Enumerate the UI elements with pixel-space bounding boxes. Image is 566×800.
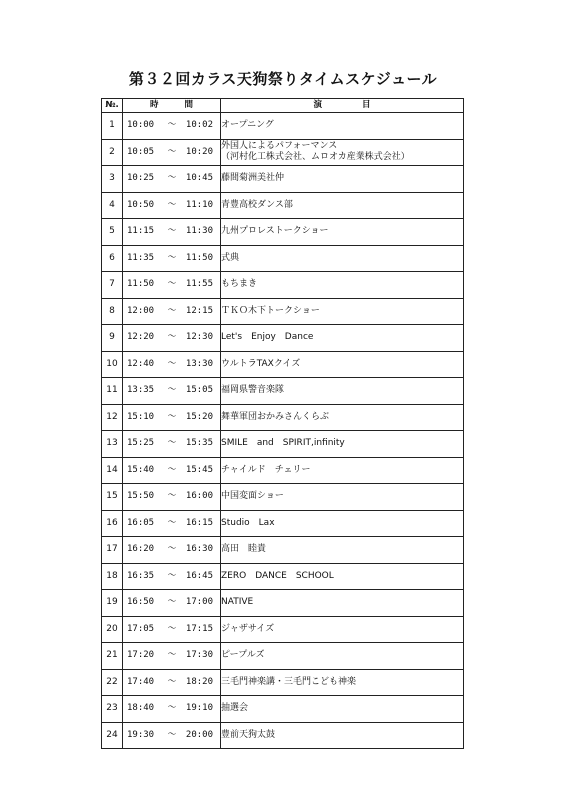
schedule-table <box>101 98 464 749</box>
program-cell <box>221 643 464 670</box>
program-cell <box>221 563 464 590</box>
start-time: 15:40 <box>127 464 155 475</box>
time-cell <box>123 378 221 405</box>
end-time: 19:10 <box>185 703 213 714</box>
time-separator: ～ <box>167 623 177 634</box>
row-number: 6 <box>102 245 123 272</box>
row-number: 23 <box>102 696 123 723</box>
end-time: 15:20 <box>185 411 213 422</box>
end-time: 18:20 <box>185 676 213 687</box>
program-name: 青豊高校ダンス部 <box>221 199 293 210</box>
table-row <box>102 457 464 484</box>
time-separator: ～ <box>167 226 177 237</box>
time-cell <box>123 457 221 484</box>
row-number: 7 <box>102 272 123 299</box>
row-number: 13 <box>102 431 123 458</box>
table-row <box>102 139 464 166</box>
row-number: 20 <box>102 616 123 643</box>
time-cell <box>123 404 221 431</box>
program-name: 九州プロレストークショー <box>221 226 329 237</box>
end-time: 17:00 <box>185 597 213 608</box>
program-name: ＴＫＯ木下トークショー <box>221 305 320 316</box>
end-time: 16:00 <box>185 491 213 502</box>
program-name: ZERO DANCE SCHOOL <box>221 570 334 581</box>
row-number: 11 <box>102 378 123 405</box>
header-no: №. <box>102 99 123 113</box>
program-name: オープニング <box>221 120 274 131</box>
program-cell <box>221 616 464 643</box>
program-name: （河村化工株式会社、ムロオカ産業株式会社） <box>221 152 410 163</box>
table-row <box>102 510 464 537</box>
table-row <box>102 166 464 193</box>
end-time: 10:20 <box>185 146 213 157</box>
row-number: 19 <box>102 590 123 617</box>
table-row <box>102 537 464 564</box>
time-cell <box>123 484 221 511</box>
time-separator: ～ <box>167 544 177 555</box>
header-row <box>102 99 464 113</box>
row-number: 12 <box>102 404 123 431</box>
start-time: 13:35 <box>127 385 155 396</box>
program-name: 藤間菊洲美社仲 <box>221 173 285 184</box>
end-time: 20:00 <box>185 729 213 740</box>
start-time: 16:05 <box>127 517 155 528</box>
program-cell <box>221 166 464 193</box>
time-separator: ～ <box>167 385 177 396</box>
end-time: 15:35 <box>185 438 213 449</box>
start-time: 11:50 <box>127 279 155 290</box>
table-row <box>102 192 464 219</box>
time-separator: ～ <box>167 597 177 608</box>
end-time: 11:10 <box>185 199 213 210</box>
time-separator: ～ <box>167 146 177 157</box>
end-time: 10:02 <box>185 120 213 131</box>
table-row <box>102 616 464 643</box>
start-time: 10:00 <box>127 120 155 131</box>
start-time: 10:05 <box>127 146 155 157</box>
time-separator: ～ <box>167 199 177 210</box>
table-row <box>102 272 464 299</box>
row-number: 4 <box>102 192 123 219</box>
time-cell <box>123 272 221 299</box>
start-time: 11:15 <box>127 226 155 237</box>
table-row <box>102 404 464 431</box>
row-number: 22 <box>102 669 123 696</box>
table-row <box>102 219 464 246</box>
table-row <box>102 325 464 352</box>
end-time: 12:30 <box>185 332 213 343</box>
table-row <box>102 298 464 325</box>
end-time: 15:45 <box>185 464 213 475</box>
header-program-char-1: 演 <box>313 100 322 110</box>
start-time: 16:35 <box>127 570 155 581</box>
program-cell <box>221 431 464 458</box>
start-time: 12:00 <box>127 305 155 316</box>
time-separator: ～ <box>167 650 177 661</box>
table-row <box>102 431 464 458</box>
program-name: Let's Enjoy Dance <box>221 332 314 343</box>
program-name: もちまき <box>221 279 258 290</box>
start-time: 17:05 <box>127 623 155 634</box>
time-separator: ～ <box>167 305 177 316</box>
time-cell <box>123 113 221 140</box>
end-time: 16:45 <box>185 570 213 581</box>
time-cell <box>123 298 221 325</box>
row-number: 5 <box>102 219 123 246</box>
time-separator: ～ <box>167 729 177 740</box>
time-cell <box>123 510 221 537</box>
row-number: 10 <box>102 351 123 378</box>
table-row <box>102 378 464 405</box>
time-cell <box>123 696 221 723</box>
program-cell <box>221 298 464 325</box>
row-number: 17 <box>102 537 123 564</box>
schedule-rows <box>102 113 464 749</box>
time-separator: ～ <box>167 676 177 687</box>
row-number: 8 <box>102 298 123 325</box>
end-time: 12:15 <box>185 305 213 316</box>
time-cell <box>123 139 221 166</box>
start-time: 17:20 <box>127 650 155 661</box>
time-cell <box>123 669 221 696</box>
program-name: 式典 <box>221 252 240 263</box>
row-number: 21 <box>102 643 123 670</box>
start-time: 12:40 <box>127 358 155 369</box>
time-separator: ～ <box>167 358 177 369</box>
program-cell <box>221 192 464 219</box>
time-separator: ～ <box>167 517 177 528</box>
end-time: 10:45 <box>185 173 213 184</box>
table-row <box>102 484 464 511</box>
table-row <box>102 590 464 617</box>
program-name: 豊前天狗太鼓 <box>221 729 276 740</box>
time-separator: ～ <box>167 173 177 184</box>
program-name: ピープルズ <box>221 650 265 661</box>
header-program-char-2: 目 <box>362 100 371 110</box>
table-row <box>102 563 464 590</box>
time-cell <box>123 722 221 749</box>
row-number: 14 <box>102 457 123 484</box>
time-cell <box>123 219 221 246</box>
time-separator: ～ <box>167 411 177 422</box>
program-cell <box>221 378 464 405</box>
row-number: 15 <box>102 484 123 511</box>
end-time: 17:30 <box>185 650 213 661</box>
start-time: 10:25 <box>127 173 155 184</box>
start-time: 10:50 <box>127 199 155 210</box>
program-cell <box>221 669 464 696</box>
table-row <box>102 351 464 378</box>
start-time: 12:20 <box>127 332 155 343</box>
row-number: 9 <box>102 325 123 352</box>
program-cell <box>221 484 464 511</box>
row-number: 3 <box>102 166 123 193</box>
program-cell <box>221 219 464 246</box>
end-time: 13:30 <box>185 358 213 369</box>
program-cell <box>221 510 464 537</box>
program-cell <box>221 351 464 378</box>
end-time: 11:50 <box>185 252 213 263</box>
time-cell <box>123 616 221 643</box>
time-separator: ～ <box>167 570 177 581</box>
start-time: 15:50 <box>127 491 155 502</box>
start-time: 11:35 <box>127 252 155 263</box>
time-cell <box>123 192 221 219</box>
program-cell <box>221 696 464 723</box>
program-cell <box>221 139 464 166</box>
table-row <box>102 643 464 670</box>
time-separator: ～ <box>167 252 177 263</box>
start-time: 15:25 <box>127 438 155 449</box>
row-number: 2 <box>102 139 123 166</box>
page-title: 第３２回カラス天狗祭りタイムスケジュール <box>128 70 438 88</box>
row-number: 1 <box>102 113 123 140</box>
table-row <box>102 113 464 140</box>
program-cell <box>221 404 464 431</box>
program-name: ウルトラTAXクイズ <box>221 358 301 369</box>
time-cell <box>123 431 221 458</box>
program-cell <box>221 325 464 352</box>
time-separator: ～ <box>167 491 177 502</box>
row-number: 18 <box>102 563 123 590</box>
end-time: 16:15 <box>185 517 213 528</box>
time-cell <box>123 643 221 670</box>
end-time: 11:55 <box>185 279 213 290</box>
program-cell <box>221 457 464 484</box>
program-name: 中国変面ショー <box>221 491 284 502</box>
table-row <box>102 669 464 696</box>
time-separator: ～ <box>167 464 177 475</box>
table-row <box>102 245 464 272</box>
time-separator: ～ <box>167 120 177 131</box>
start-time: 16:50 <box>127 597 155 608</box>
row-number: 24 <box>102 722 123 749</box>
time-cell <box>123 325 221 352</box>
program-name: NATIVE <box>221 597 254 608</box>
program-cell <box>221 537 464 564</box>
start-time: 15:10 <box>127 411 155 422</box>
end-time: 17:15 <box>185 623 213 634</box>
time-cell <box>123 590 221 617</box>
time-cell <box>123 563 221 590</box>
time-cell <box>123 537 221 564</box>
start-time: 19:30 <box>127 729 155 740</box>
program-name: 外国人によるパフォーマンス <box>221 141 338 152</box>
program-name: ジャザサイズ <box>221 623 275 634</box>
end-time: 15:05 <box>185 385 213 396</box>
start-time: 17:40 <box>127 676 155 687</box>
time-separator: ～ <box>167 279 177 290</box>
header-time <box>123 99 221 113</box>
time-cell <box>123 166 221 193</box>
end-time: 11:30 <box>185 226 213 237</box>
end-time: 16:30 <box>185 544 213 555</box>
start-time: 18:40 <box>127 703 155 714</box>
row-number: 16 <box>102 510 123 537</box>
program-name: Studio Lax <box>221 517 275 528</box>
header-time-char-2: 間 <box>184 100 194 110</box>
time-cell <box>123 245 221 272</box>
program-name: 抽選会 <box>221 703 249 714</box>
program-name: 舞華軍団おかみさんくらぶ <box>221 411 330 422</box>
table-row <box>102 696 464 723</box>
header-program <box>221 99 464 113</box>
program-name: 高田 睦貴 <box>221 544 267 555</box>
time-separator: ～ <box>167 703 177 714</box>
program-name: SMILE and SPIRIT,infinity <box>221 438 345 449</box>
program-name: 三毛門神楽講・三毛門こども神楽 <box>221 676 357 687</box>
time-cell <box>123 351 221 378</box>
time-separator: ～ <box>167 438 177 449</box>
table-row <box>102 722 464 749</box>
program-cell <box>221 722 464 749</box>
program-cell <box>221 590 464 617</box>
program-name: 福岡県警音楽隊 <box>221 385 285 396</box>
program-cell <box>221 113 464 140</box>
program-name: チャイルド チェリー <box>221 464 311 475</box>
program-cell <box>221 245 464 272</box>
header-time-char-1: 時 <box>149 100 159 110</box>
program-cell <box>221 272 464 299</box>
start-time: 16:20 <box>127 544 155 555</box>
time-separator: ～ <box>167 332 177 343</box>
